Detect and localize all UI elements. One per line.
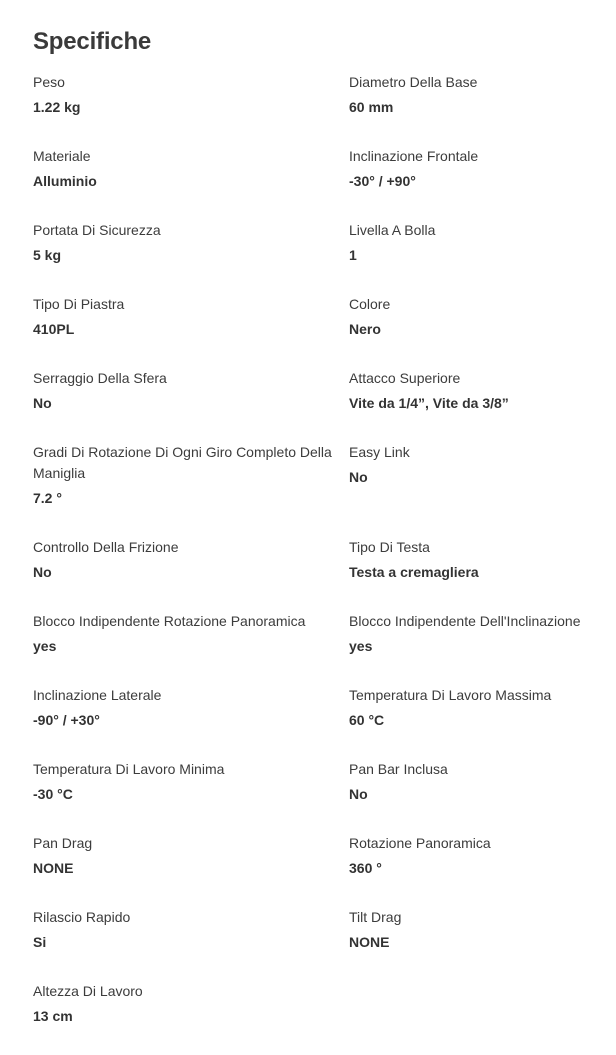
spec-value: No [33,564,52,580]
spec-value: No [33,395,52,411]
row-spacer [349,953,599,981]
spec-item [349,368,599,414]
row-spacer [349,805,599,833]
spec-item [349,146,599,192]
spec-value: 1.22 kg [33,99,81,115]
row-spacer [33,879,349,907]
spec-item [33,537,349,583]
spec-label: Peso [33,74,65,90]
spec-value: 13 cm [33,1008,73,1024]
spec-label: Inclinazione Frontale [349,148,479,164]
row-spacer [349,583,599,611]
spec-label: Tipo Di Piastra [33,296,125,312]
spec-label: Attacco Superiore [349,370,461,386]
spec-item [349,72,599,118]
spec-label: Rilascio Rapido [33,909,131,925]
spec-item [349,759,599,805]
spec-item [33,907,349,953]
spec-item [349,442,599,509]
spec-label: Controllo Della Frizione [33,539,179,555]
row-spacer [349,340,599,368]
spec-label: Diametro Della Base [349,74,478,90]
row-spacer [33,414,349,442]
spec-label: Blocco Indipendente Rotazione Panoramica [33,613,306,629]
spec-label: Tipo Di Testa [349,539,430,555]
spec-value: Nero [349,321,381,337]
spec-value: 7.2 ° [33,490,62,506]
spec-label: Blocco Indipendente Dell'Inclinazione [349,613,581,629]
spec-item [349,833,599,879]
spec-value: Vite da 1/4”, Vite da 3/8” [349,395,509,411]
row-spacer [349,509,599,537]
row-spacer [33,953,349,981]
row-spacer [33,192,349,220]
spec-value: 60 mm [349,99,394,115]
spec-value: 5 kg [33,247,62,263]
spec-label: Gradi Di Rotazione Di Ogni Giro Completo Della Maniglia [33,444,332,481]
spec-item [33,833,349,879]
spec-item [349,294,599,340]
spec-item [349,537,599,583]
row-spacer [349,192,599,220]
spec-item [33,685,349,731]
row-spacer [33,509,349,537]
spec-label: Livella A Bolla [349,222,436,238]
row-spacer [349,731,599,759]
row-spacer [349,879,599,907]
row-spacer [33,583,349,611]
spec-item [349,611,599,657]
spec-label: Tilt Drag [349,909,402,925]
spec-value: 1 [349,247,357,263]
row-spacer [33,118,349,146]
spec-item [33,220,349,266]
row-spacer [33,340,349,368]
row-spacer [349,981,599,1009]
spec-grid [33,72,616,1055]
spec-item [33,759,349,805]
spec-value: yes [349,638,373,654]
spec-label: Temperatura Di Lavoro Massima [349,687,552,703]
row-spacer [349,657,599,685]
row-spacer [33,266,349,294]
spec-value: No [349,469,368,485]
spec-label: Rotazione Panoramica [349,835,491,851]
spec-value: yes [33,638,57,654]
spec-item [349,685,599,731]
spec-value: 60 °C [349,712,385,728]
spec-label: Pan Bar Inclusa [349,761,448,777]
row-spacer [349,118,599,146]
spec-label: Easy Link [349,444,410,460]
spec-label: Inclinazione Laterale [33,687,162,703]
spec-item [33,611,349,657]
spec-item [33,442,349,509]
spec-value: -30 °C [33,786,73,802]
spec-value: 410PL [33,321,75,337]
spec-label: Serraggio Della Sfera [33,370,167,386]
row-spacer [33,1027,349,1055]
spec-label: Pan Drag [33,835,93,851]
row-spacer [33,805,349,833]
spec-value: -90° / +30° [33,712,100,728]
row-spacer [349,266,599,294]
spec-item [33,146,349,192]
row-spacer [33,657,349,685]
spec-value: No [349,786,368,802]
spec-item [33,368,349,414]
spec-item [33,294,349,340]
spec-item [349,907,599,953]
spec-value: Testa a cremagliera [349,564,479,580]
section-title: Specifiche [33,28,152,55]
spec-label: Portata Di Sicurezza [33,222,161,238]
spec-value: 360 ° [349,860,382,876]
spec-value: NONE [349,934,390,950]
spec-label: Materiale [33,148,91,164]
spec-value: Alluminio [33,173,97,189]
spec-value: NONE [33,860,74,876]
spec-label: Altezza Di Lavoro [33,983,143,999]
spec-label: Temperatura Di Lavoro Minima [33,761,225,777]
spec-value: -30° / +90° [349,173,416,189]
spec-item [349,220,599,266]
spec-item [33,981,349,1027]
row-spacer [349,414,599,442]
row-spacer [33,731,349,759]
spec-label: Colore [349,296,391,312]
spec-item [33,72,349,118]
spec-value: Si [33,934,47,950]
